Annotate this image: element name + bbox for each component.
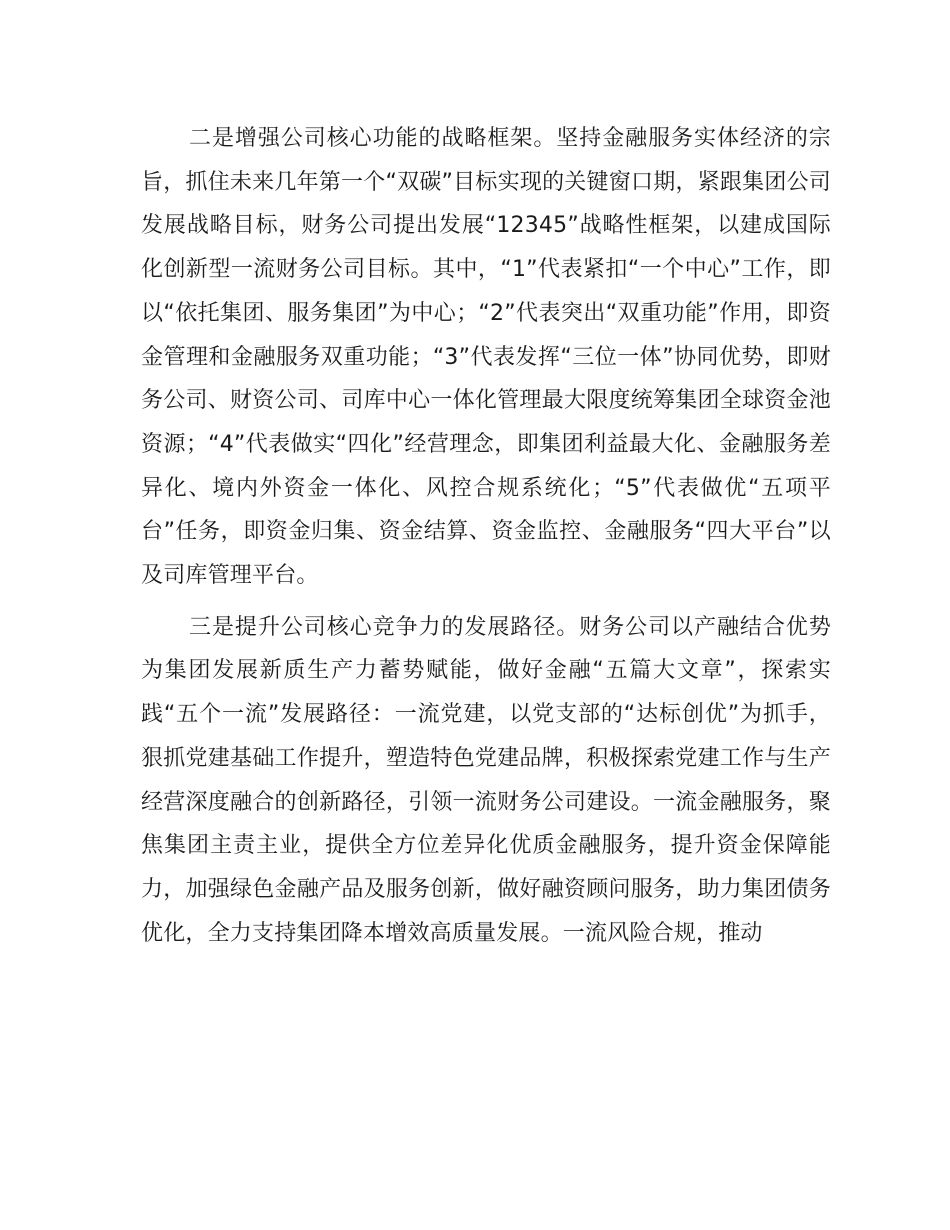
- paragraph-development-path: 三是提升公司核心竞争力的发展路径。财务公司以产融结合优势为集团发展新质生产力蓄势赋能，做好金融“五篇大文章”，探索实践“五个一流”发展路径：一流党建，以党支部的“达标创优”为抓手，狠抓党建基础工作提升，塑造特色党建品牌，积极探索党建工作与生产经营深度融合的创新路径，引领一流财务公司建设。一流金融服务，聚焦集团主责主业，提供全方位差异化优质金融服务，提升资金保障能力，加强绿色金融产品及服务创新，做好融资顾问服务，助力集团债务优化，全力支持集团降本增效高质量发展。一流风险合规，推动: [141, 614, 831, 946]
- paragraph-strategic-framework: 二是增强公司核心功能的战略框架。坚持金融服务实体经济的宗旨，抓住未来几年第一个“双碳”目标实现的关键窗口期，紧跟集团公司发展战略目标，财务公司提出发展“12345”战略性框架，以建成国际化创新型一流财务公司目标。其中，“1”代表紧扣“一个中心”工作，即以“依托集团、服务集团”为中心；“2”代表突出“双重功能”作用，即资金管理和金融服务双重功能；“3”代表发挥“三位一体”协同优势，即财务公司、财资公司、司库中心一体化管理最大限度统筹集团全球资金池资源；“4”代表做实“四化”经营理念，即集团利益最大化、金融服务差异化、境内外资金一体化、风控合规系统化；“5”代表做优“五项平台”任务，即资金归集、资金结算、资金监控、金融服务“四大平台”以及司库管理平台。: [141, 126, 831, 589]
- document-body: [141, 117, 831, 955]
